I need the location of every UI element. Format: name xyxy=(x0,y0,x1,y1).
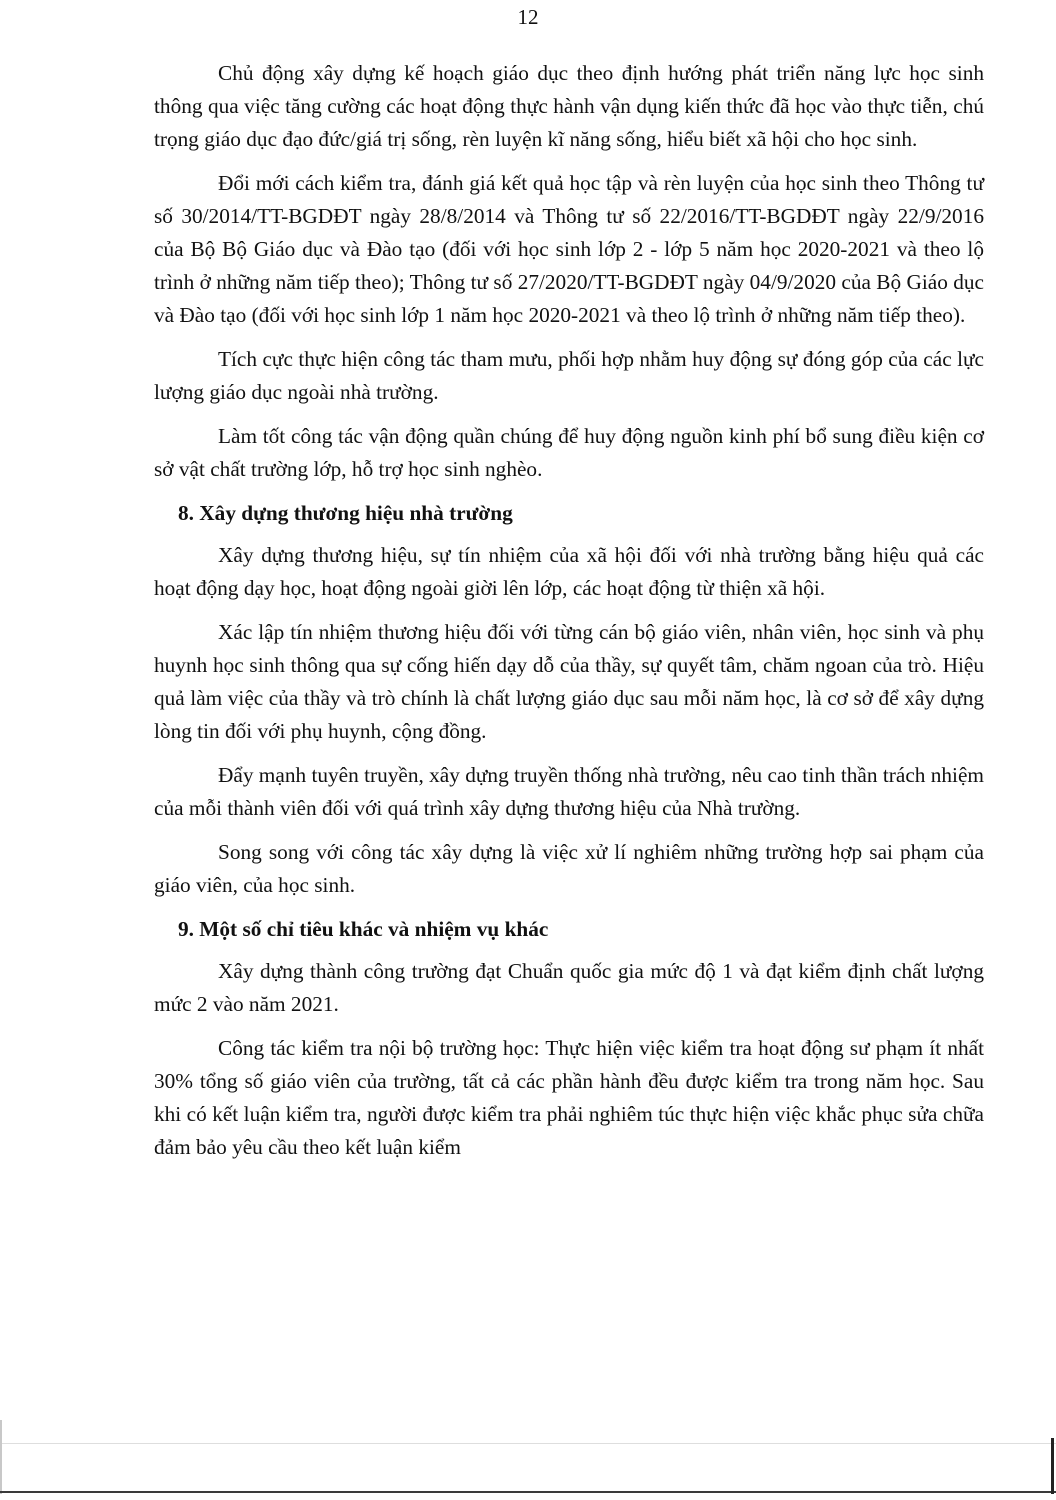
section-heading-8: 8. Xây dựng thương hiệu nhà trường xyxy=(178,501,513,525)
section-heading-9: 9. Một số chỉ tiêu khác và nhiệm vụ khác xyxy=(178,917,549,941)
paragraph-advisory-coordination: Tích cực thực hiện công tác tham mưu, phối hợp nhằm huy động sự đóng góp của các lực lượng giáo dục ngoài nhà trường. xyxy=(154,347,984,404)
paragraph-brand-building: Xây dựng thương hiệu, sự tín nhiệm của xã hội đối với nhà trường bằng hiệu quả các hoạt động dạy học, hoạt động ngoài giời lên lớp, các hoạt động từ thiện xã hội. xyxy=(154,543,984,600)
page-number: 12 xyxy=(517,5,539,29)
paragraph-education-plan: Chủ động xây dựng kế hoạch giáo dục theo định hướng phát triển năng lực học sinh thông qua việc tăng cường các hoạt động thực hành vận dụng kiến thức đã học vào thực tiễn, chú trọng giáo dục đạo đức/giá trị sống, rèn luyện kĩ năng sống, hiểu biết xã hội cho học sinh. xyxy=(154,61,984,151)
paragraph-assessment-reform: Đổi mới cách kiểm tra, đánh giá kết quả học tập và rèn luyện của học sinh theo Thông tư số 30/2014/TT-BGDĐT ngày 28/8/2014 và Thông tư số 22/2016/TT-BGDĐT ngày 22/9/2016 của Bộ Bộ Giáo dục và Đào tạo (đối với học sinh lớp 2 - lớp 5 năm học 2020-2021 và theo lộ trình ở những năm tiếp theo); Thông tư số 27/2020/TT-BGDĐT ngày 04/9/2020 của Bộ Giáo dục và Đào tạo (đối với học sinh lớp 1 năm học 2020-2021 và theo lộ trình ở những năm tiếp theo). xyxy=(154,171,984,327)
document-body xyxy=(154,57,984,1175)
scan-artifact-faint-line xyxy=(0,1443,1056,1444)
paragraph-brand-trust: Xác lập tín nhiệm thương hiệu đối với từng cán bộ giáo viên, nhân viên, học sinh và phụ huynh học sinh thông qua sự cống hiến dạy dỗ của thầy, sự quyết tâm, chăm ngoan của trò. Hiệu quả làm việc của thầy và trò chính là chất lượng giáo dục sau mỗi năm học, là cơ sở để xây dựng lòng tin đối với phụ huynh, cộng đồng. xyxy=(154,620,984,743)
scan-artifact-right-edge xyxy=(1051,1438,1054,1494)
paragraph-community-mobilization: Làm tốt công tác vận động quần chúng để huy động nguồn kinh phí bổ sung điều kiện cơ sở vật chất trường lớp, hỗ trợ học sinh nghèo. xyxy=(154,424,984,481)
scan-artifact-bottom-line xyxy=(0,1491,1056,1493)
paragraph-national-standard: Xây dựng thành công trường đạt Chuẩn quốc gia mức độ 1 và đạt kiểm định chất lượng mức 2 vào năm 2021. xyxy=(154,959,984,1016)
paragraph-internal-inspection: Công tác kiểm tra nội bộ trường học: Thực hiện việc kiểm tra hoạt động sư phạm ít nhất 30% tổng số giáo viên của trường, tất cả các phần hành đều được kiểm tra trong năm học. Sau khi có kết luận kiểm tra, người được kiểm tra phải nghiêm túc thực hiện việc khắc phục sửa chữa đảm bảo yêu cầu theo kết luận kiểm xyxy=(154,1036,984,1159)
paragraph-violation-handling: Song song với công tác xây dựng là việc xử lí nghiêm những trường hợp sai phạm của giáo viên, của học sinh. xyxy=(154,840,984,897)
scan-artifact-left-edge xyxy=(0,1420,2,1494)
paragraph-tradition-promotion: Đẩy mạnh tuyên truyền, xây dựng truyền thống nhà trường, nêu cao tinh thần trách nhiệm của mỗi thành viên đối với quá trình xây dựng thương hiệu của Nhà trường. xyxy=(154,763,984,820)
